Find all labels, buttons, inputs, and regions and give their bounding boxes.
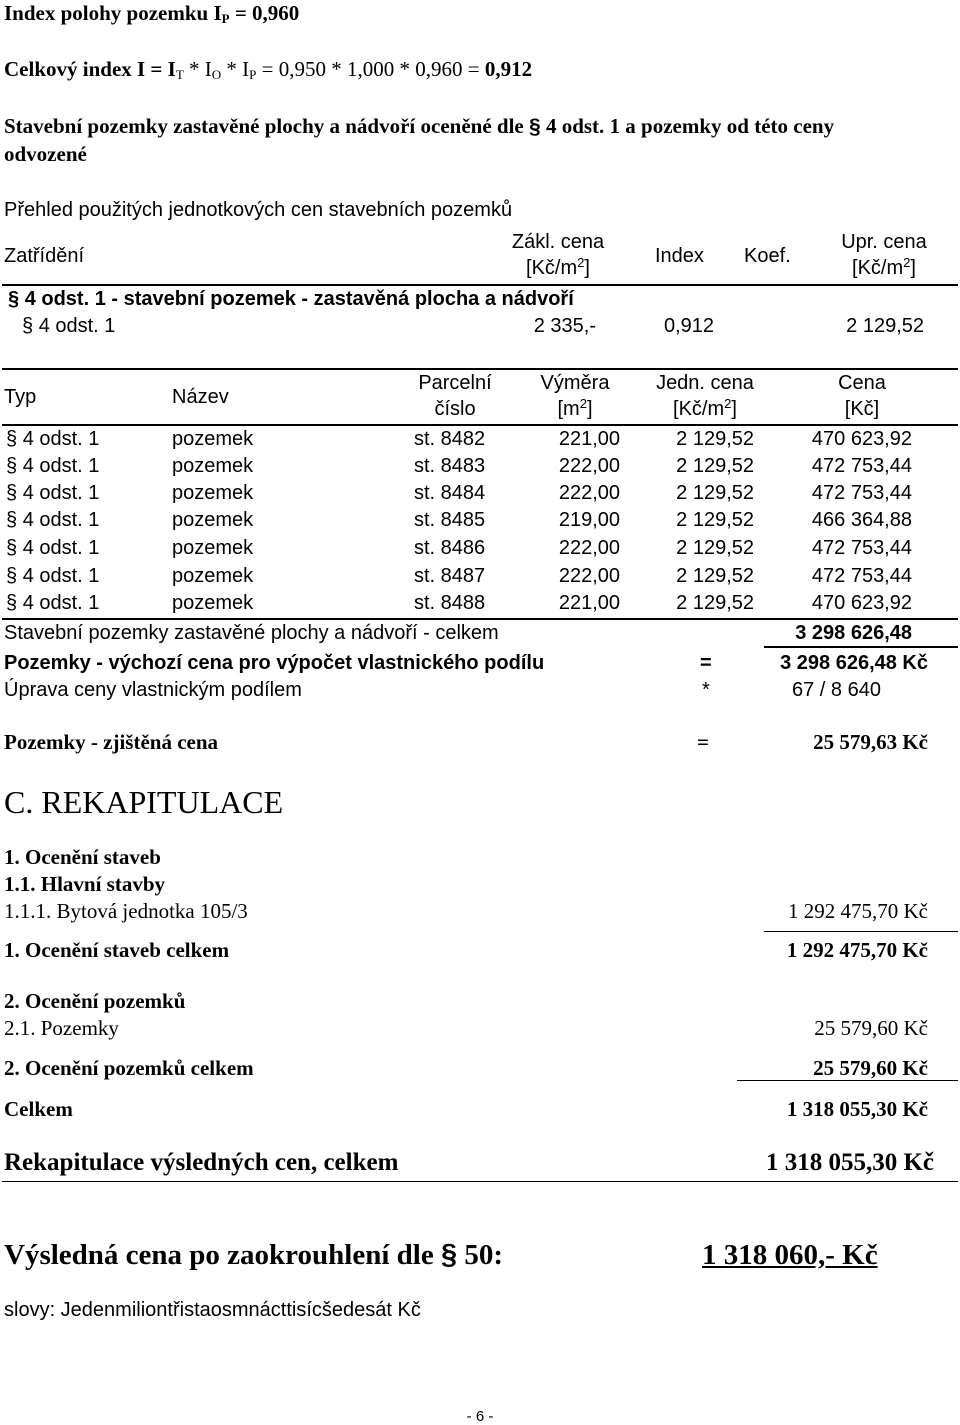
col-unit-price-l2 [640,396,770,420]
row-price: 472 753,44 [811,537,912,559]
row-name: pozemek [172,482,254,504]
col-area [520,373,630,419]
adj-unit: [Kč/m [852,257,904,279]
parcel-table-bottom-rule [2,618,958,620]
col-price-l2: [Kč] [844,398,880,420]
final-value: 1 318 060,- Kč [702,1239,878,1271]
total-index-line [4,59,532,80]
row-symbol: § [6,455,18,477]
row-symbol: § [6,428,18,450]
final-symbol: § [440,1239,458,1271]
table-row [0,538,960,562]
row-type [6,456,99,476]
adj-sup: 2 [903,255,911,270]
price-row-adj: 2 129,52 [846,315,924,337]
share-adjust-value: 67 / 8 640 [792,679,881,701]
land-result-label: Pozemky - zjištěná cena [4,730,219,754]
row-area: 222,00 [558,482,620,504]
recap-buildings-heading: 1. Ocenění staveb [4,845,161,869]
recap-land-rule [737,1080,958,1081]
row-parcel: st. 8488 [414,592,486,614]
unit-price-close: ] [731,398,737,420]
price-group [8,289,574,309]
row-symbol: § [6,565,18,587]
col-price-l1: Cena [838,372,886,394]
row-area: 221,00 [558,592,620,614]
recap-unit-value: 1 292 475,70 Kč [788,899,928,923]
col-adj-price-l1: Upr. cena [841,231,927,253]
total-index-label: Celkový index I = I [4,57,176,81]
index-mid1: * I [183,57,212,81]
col-adj-price-l2 [822,255,946,279]
area-close: ] [586,398,593,420]
col-name: Název [172,386,229,408]
row-parcel: st. 8484 [414,482,486,504]
table-row [0,429,960,453]
page-number: - 6 - [466,1408,494,1425]
row-parcel: st. 8486 [414,537,486,559]
table-row [0,593,960,617]
parcel-total-label: Stavební pozemky zastavěné plochy a nádvoří - celkem [4,622,499,644]
parcel-total-rule [764,646,958,648]
row-name: pozemek [172,509,254,531]
recap-final-rule [2,1181,958,1182]
recap-buildings-total-label: 1. Ocenění staveb celkem [4,938,230,962]
col-category: Zatřídění [4,245,85,267]
row-price: 472 753,44 [811,455,912,477]
row-parcel: st. 8487 [414,565,486,587]
recap-unit-label: 1.1.1. Bytová jednotka 105/3 [4,899,248,923]
index-sub-p: P [249,67,257,82]
share-adjust-label: Úprava ceny vlastnickým podílem [4,679,302,701]
share-adjust-op: * [702,679,710,701]
starting-price-op: = [700,652,712,674]
row-type-text: 4 odst. 1 [22,455,100,477]
recap-buildings-total-value: 1 292 475,70 Kč [786,938,928,962]
row-unit-price: 2 129,52 [676,509,754,531]
row-name: pozemek [172,428,254,450]
index-sub-o: O [211,67,222,82]
table-row [0,510,960,534]
col-area-l1: Výměra [540,372,610,394]
final-words: slovy: Jedenmiliontřistaosmnácttisícšedesát Kč [4,1299,421,1321]
col-adj-price [822,232,946,278]
row-unit-price: 2 129,52 [676,565,754,587]
col-price [800,373,924,419]
row-name: pozemek [172,565,254,587]
index-formula: = 0,950 * 1,000 * 0,960 = [256,57,485,81]
row-parcel: st. 8482 [414,428,486,450]
row-type-text: 4 odst. 1 [22,509,100,531]
row-symbol: § [6,509,18,531]
recap-land-total-label: 2. Ocenění pozemků celkem [4,1056,254,1080]
recap-total-value: 1 318 055,30 Kč [786,1097,928,1121]
overview-title: Přehled použitých jednotkových cen stavebních pozemků [4,199,513,221]
col-base-price [496,232,620,278]
row-unit-price: 2 129,52 [676,537,754,559]
starting-price-label: Pozemky - výchozí cena pro výpočet vlastnického podílu [4,652,545,674]
row-name: pozemek [172,592,254,614]
row-name: pozemek [172,455,254,477]
table-row [0,456,960,480]
row-area: 222,00 [558,537,620,559]
land-result-op: = [697,730,709,754]
row-area: 222,00 [558,565,620,587]
starting-price-value: 3 298 626,48 Kč [780,652,928,674]
index-result: 0,912 [484,57,533,81]
paragraph-symbol: § [529,115,541,138]
row-area: 222,00 [558,455,620,477]
row-symbol: § [6,537,18,559]
row-unit-price: 2 129,52 [676,455,754,477]
recap-final-label: Rekapitulace výsledných cen, celkem [4,1149,399,1176]
group-symbol: § [8,288,20,310]
row-type [6,566,99,586]
col-base-price-l2 [496,255,620,279]
col-index: Index [655,245,704,267]
location-index-sub: P [221,11,230,26]
col-parcel-l2: číslo [434,398,476,420]
recap-final-value: 1 318 055,30 Kč [765,1149,934,1176]
table-row [0,566,960,590]
unit-price-unit: [Kč/m [673,398,725,420]
recap-land-value: 25 579,60 Kč [814,1016,928,1040]
final-label-tail: 50: [457,1239,504,1271]
row-type [6,483,99,503]
final-label [4,1241,503,1270]
row-parcel: st. 8483 [414,455,486,477]
row-price: 472 753,44 [811,565,912,587]
location-index-label: Index polohy pozemku I [4,1,222,25]
row-unit-price: 2 129,52 [676,482,754,504]
row-price: 470 623,92 [811,428,912,450]
parcel-table-top-rule [2,368,958,370]
row-price: 470 623,92 [811,592,912,614]
section-title: Stavební pozemky zastavěné plochy a nádvoří oceněné dle § 4 odst. 1 a pozemky od této ceny [4,114,835,138]
row-area: 219,00 [558,509,620,531]
location-index-value: = 0,960 [229,1,300,25]
row-type-text: 4 odst. 1 [22,565,100,587]
row-type-text: 4 odst. 1 [22,482,100,504]
recap-land-total-value: 25 579,60 Kč [813,1056,928,1080]
col-coef: Koef. [744,245,791,267]
row-type-text: 4 odst. 1 [22,592,100,614]
base-unit: [Kč/m [526,257,578,279]
row-area: 221,00 [558,428,620,450]
adj-close: ] [910,257,916,279]
price-table-header-rule [2,284,958,286]
recap-total-label: Celkem [4,1097,73,1121]
row-symbol: § [22,315,34,337]
parcel-total-value: 3 298 626,48 [795,622,912,644]
row-name: pozemek [172,537,254,559]
recap-buildings-rule [764,931,958,932]
row-price: 466 364,88 [811,509,912,531]
base-close: ] [584,257,590,279]
col-type: Typ [4,386,37,408]
row-type-text: 4 odst. 1 [22,537,100,559]
col-area-l2 [520,396,630,420]
index-sub-t: T [175,67,184,82]
row-symbol: § [6,482,18,504]
price-row-category [22,316,115,336]
section-title-line2: odvozené [4,142,87,166]
row-type [6,593,99,613]
row-parcel: st. 8485 [414,509,486,531]
row-category: 4 odst. 1 [38,315,116,337]
col-parcel [400,373,510,419]
price-row-index: 0,912 [664,315,715,337]
row-unit-price: 2 129,52 [676,428,754,450]
final-label-text: Výsledná cena po zaokrouhlení dle [4,1239,434,1271]
recap-main-buildings: 1.1. Hlavní stavby [4,872,166,896]
area-unit: [m [557,398,580,420]
land-result-value: 25 579,63 Kč [813,730,928,754]
price-row-base: 2 335,- [533,315,596,337]
row-type [6,429,99,449]
recap-heading: C. REKAPITULACE [4,784,284,820]
col-parcel-l1: Parcelní [418,372,492,394]
row-price: 472 753,44 [811,482,912,504]
recap-land-heading: 2. Ocenění pozemků [4,989,186,1013]
row-type [6,510,99,530]
base-sup: 2 [577,255,585,270]
row-symbol: § [6,592,18,614]
location-index-line [4,3,299,24]
col-unit-price [640,373,770,419]
row-type-text: 4 odst. 1 [22,428,100,450]
table-row [0,483,960,507]
area-sup: 2 [579,396,587,411]
parcel-table-header-rule [2,424,958,426]
recap-land-label: 2.1. Pozemky [4,1016,119,1040]
unit-price-sup: 2 [724,396,732,411]
col-unit-price-l1: Jedn. cena [656,372,754,394]
col-base-price-l1: Zákl. cena [511,231,605,253]
row-type [6,538,99,558]
index-mid2: * I [221,57,250,81]
row-unit-price: 2 129,52 [676,592,754,614]
group-label: 4 odst. 1 - stavební pozemek - zastavěná plocha a nádvoří [24,288,574,310]
